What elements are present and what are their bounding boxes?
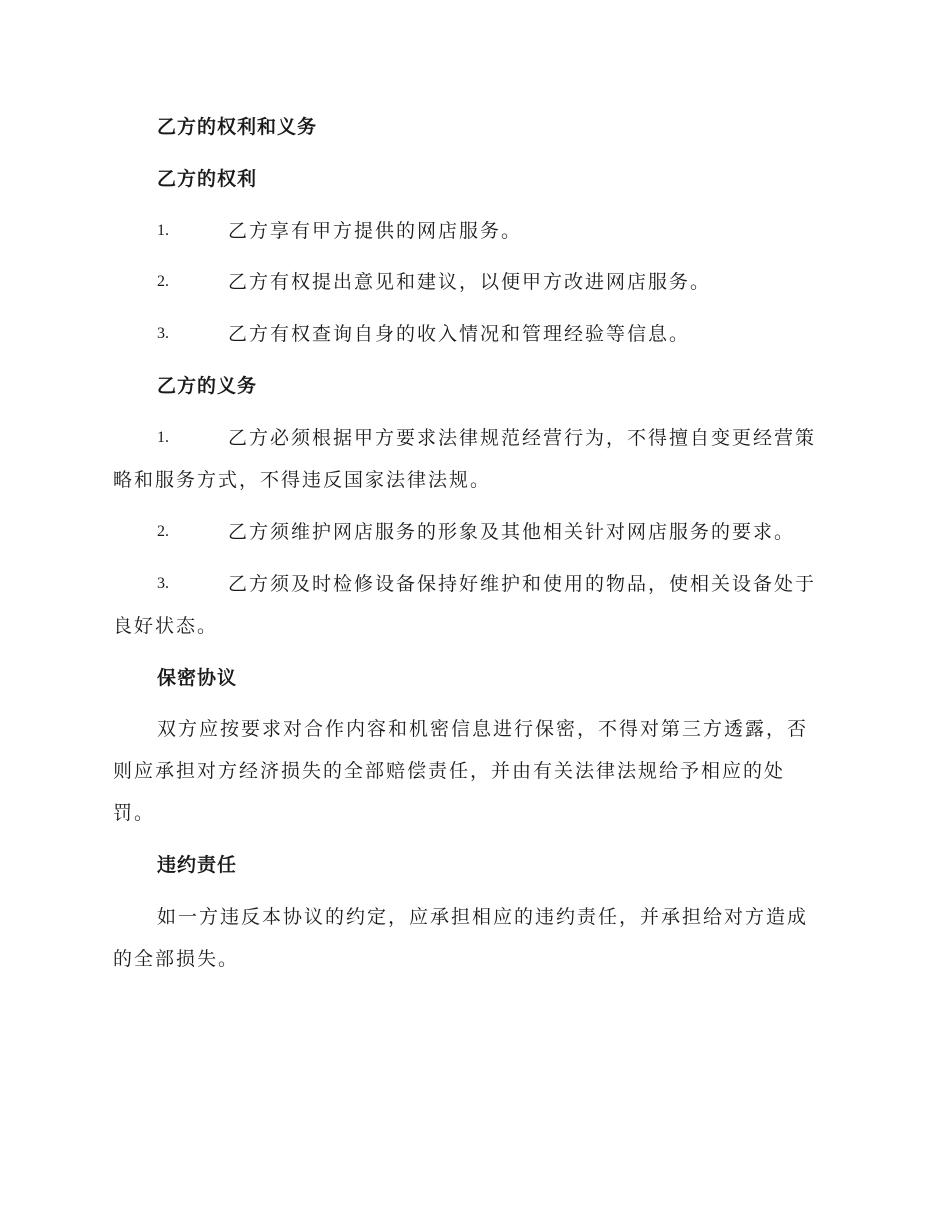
duties-item-text: 乙方须及时检修设备保持好维护和使用的物品，使相关设备处于 [228, 573, 817, 595]
duties-item-number: 1. [157, 429, 169, 446]
confidentiality-heading: 保密协议 [157, 667, 238, 689]
rights-item-text: 乙方有权提出意见和建议，以便甲方改进网店服务。 [228, 271, 712, 293]
rights-heading: 乙方的权利 [157, 168, 258, 190]
duties-item-text-continued: 略和服务方式，不得违反国家法律法规。 [113, 469, 492, 491]
liability-heading: 违约责任 [157, 854, 238, 876]
duties-item-number: 3. [157, 575, 169, 592]
rights-item-number: 3. [157, 325, 169, 342]
rights-item-number: 1. [157, 222, 169, 239]
liability-paragraph-line: 如一方违反本协议的约定，应承担相应的违约责任，并承担给对方造成 [157, 906, 809, 928]
confidentiality-paragraph-line: 则应承担对方经济损失的全部赔偿责任，并由有关法律法规给予相应的处 [113, 760, 786, 782]
duties-item-text: 乙方须维护网店服务的形象及其他相关针对网店服务的要求。 [228, 521, 796, 543]
duties-item-number: 2. [157, 523, 169, 540]
rights-item-text: 乙方享有甲方提供的网店服务。 [228, 220, 523, 242]
rights-item-text: 乙方有权查询自身的收入情况和管理经验等信息。 [228, 323, 691, 345]
confidentiality-paragraph-line: 双方应按要求对合作内容和机密信息进行保密，不得对第三方透露，否 [157, 718, 809, 740]
duties-item-text: 乙方必须根据甲方要求法律规范经营行为，不得擅自变更经营策 [228, 427, 817, 449]
liability-paragraph-line: 的全部损失。 [113, 948, 240, 970]
confidentiality-paragraph-line: 罚。 [113, 802, 156, 824]
rights-item-number: 2. [157, 273, 169, 290]
section-heading-main: 乙方的权利和义务 [157, 116, 318, 138]
duties-heading: 乙方的义务 [157, 375, 258, 397]
duties-item-text-continued: 良好状态。 [113, 615, 219, 637]
